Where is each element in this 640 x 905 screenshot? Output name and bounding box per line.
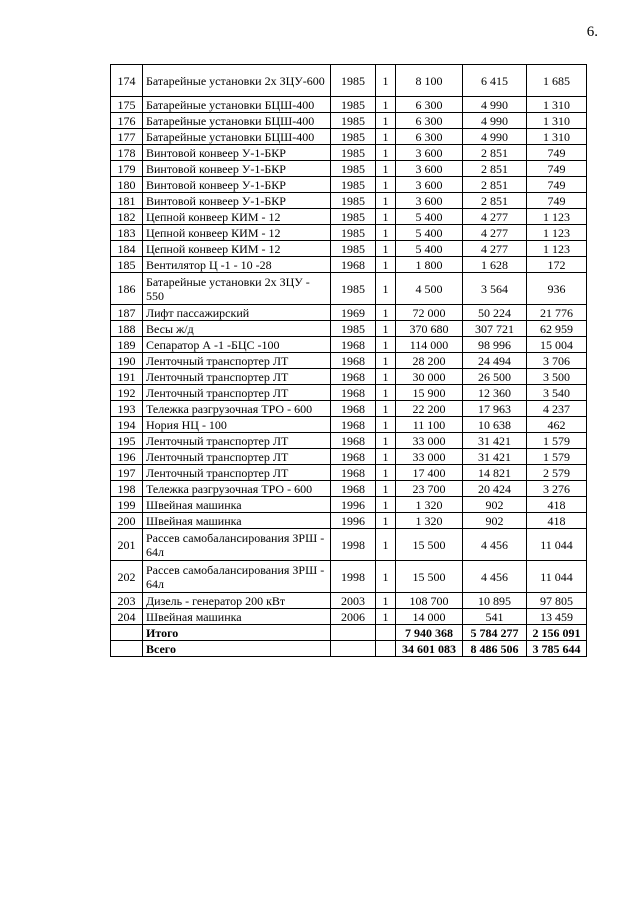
table-row bbox=[111, 161, 587, 177]
quantity-cell: 1 bbox=[376, 433, 396, 449]
quantity-cell: 1 bbox=[376, 241, 396, 257]
residual-value-cell: 62 959 bbox=[527, 321, 587, 337]
year-cell: 1985 bbox=[331, 321, 376, 337]
residual-value-cell: 3 276 bbox=[527, 481, 587, 497]
item-name: Винтовой конвеер У-1-БКР bbox=[143, 145, 331, 161]
residual-value-cell: 418 bbox=[527, 513, 587, 529]
depreciation-cell: 26 500 bbox=[463, 369, 527, 385]
initial-cost-cell: 7 940 368 bbox=[396, 625, 463, 641]
year-cell: 2003 bbox=[331, 593, 376, 609]
item-name: Батарейные установки БЦШ-400 bbox=[143, 97, 331, 113]
initial-cost-cell: 1 320 bbox=[396, 497, 463, 513]
year-cell: 1968 bbox=[331, 401, 376, 417]
quantity-cell: 1 bbox=[376, 321, 396, 337]
depreciation-cell: 31 421 bbox=[463, 449, 527, 465]
item-name: Ленточный транспортер ЛТ bbox=[143, 465, 331, 481]
quantity-cell: 1 bbox=[376, 465, 396, 481]
residual-value-cell: 1 123 bbox=[527, 241, 587, 257]
quantity-cell bbox=[376, 641, 396, 657]
item-name: Батарейные установки БЦШ-400 bbox=[143, 113, 331, 129]
quantity-cell: 1 bbox=[376, 561, 396, 593]
initial-cost-cell: 8 100 bbox=[396, 65, 463, 97]
depreciation-cell: 541 bbox=[463, 609, 527, 625]
row-number: 192 bbox=[111, 385, 143, 401]
year-cell: 2006 bbox=[331, 609, 376, 625]
depreciation-cell: 4 990 bbox=[463, 113, 527, 129]
depreciation-cell: 12 360 bbox=[463, 385, 527, 401]
table-row bbox=[111, 241, 587, 257]
initial-cost-cell: 72 000 bbox=[396, 305, 463, 321]
table-row bbox=[111, 353, 587, 369]
depreciation-cell: 14 821 bbox=[463, 465, 527, 481]
item-name: Швейная машинка bbox=[143, 609, 331, 625]
year-cell bbox=[331, 641, 376, 657]
table-row bbox=[111, 113, 587, 129]
residual-value-cell: 172 bbox=[527, 257, 587, 273]
initial-cost-cell: 3 600 bbox=[396, 161, 463, 177]
quantity-cell: 1 bbox=[376, 209, 396, 225]
residual-value-cell: 11 044 bbox=[527, 561, 587, 593]
item-name: Тележка разгрузочная ТРО - 600 bbox=[143, 401, 331, 417]
initial-cost-cell: 3 600 bbox=[396, 145, 463, 161]
year-cell: 1968 bbox=[331, 481, 376, 497]
depreciation-cell: 4 990 bbox=[463, 129, 527, 145]
residual-value-cell: 1 685 bbox=[527, 65, 587, 97]
row-number: 202 bbox=[111, 561, 143, 593]
quantity-cell: 1 bbox=[376, 305, 396, 321]
residual-value-cell: 1 310 bbox=[527, 129, 587, 145]
year-cell: 1998 bbox=[331, 529, 376, 561]
depreciation-cell: 4 990 bbox=[463, 97, 527, 113]
year-cell: 1985 bbox=[331, 225, 376, 241]
initial-cost-cell: 30 000 bbox=[396, 369, 463, 385]
quantity-cell: 1 bbox=[376, 609, 396, 625]
year-cell: 1985 bbox=[331, 177, 376, 193]
quantity-cell: 1 bbox=[376, 369, 396, 385]
depreciation-cell: 902 bbox=[463, 497, 527, 513]
table-row bbox=[111, 337, 587, 353]
residual-value-cell: 13 459 bbox=[527, 609, 587, 625]
quantity-cell: 1 bbox=[376, 401, 396, 417]
table-row bbox=[111, 193, 587, 209]
row-number: 188 bbox=[111, 321, 143, 337]
row-number: 182 bbox=[111, 209, 143, 225]
initial-cost-cell: 14 000 bbox=[396, 609, 463, 625]
year-cell: 1985 bbox=[331, 97, 376, 113]
initial-cost-cell: 6 300 bbox=[396, 113, 463, 129]
depreciation-cell: 2 851 bbox=[463, 193, 527, 209]
row-number: 201 bbox=[111, 529, 143, 561]
initial-cost-cell: 33 000 bbox=[396, 449, 463, 465]
table-row bbox=[111, 513, 587, 529]
year-cell: 1968 bbox=[331, 337, 376, 353]
initial-cost-cell: 108 700 bbox=[396, 593, 463, 609]
item-name: Ленточный транспортер ЛТ bbox=[143, 433, 331, 449]
table-row bbox=[111, 209, 587, 225]
depreciation-cell: 10 895 bbox=[463, 593, 527, 609]
initial-cost-cell: 5 400 bbox=[396, 241, 463, 257]
item-name: Винтовой конвеер У-1-БКР bbox=[143, 177, 331, 193]
depreciation-cell: 4 456 bbox=[463, 529, 527, 561]
initial-cost-cell: 28 200 bbox=[396, 353, 463, 369]
total-row bbox=[111, 625, 587, 641]
row-number: 186 bbox=[111, 273, 143, 305]
year-cell: 1985 bbox=[331, 273, 376, 305]
initial-cost-cell: 1 800 bbox=[396, 257, 463, 273]
initial-cost-cell: 23 700 bbox=[396, 481, 463, 497]
depreciation-cell: 2 851 bbox=[463, 145, 527, 161]
row-number: 193 bbox=[111, 401, 143, 417]
depreciation-cell: 4 277 bbox=[463, 225, 527, 241]
quantity-cell: 1 bbox=[376, 97, 396, 113]
depreciation-cell: 4 277 bbox=[463, 209, 527, 225]
table-row bbox=[111, 225, 587, 241]
year-cell: 1985 bbox=[331, 145, 376, 161]
table-row bbox=[111, 609, 587, 625]
item-name: Вентилятор Ц -1 - 10 -28 bbox=[143, 257, 331, 273]
year-cell bbox=[331, 625, 376, 641]
residual-value-cell: 749 bbox=[527, 177, 587, 193]
initial-cost-cell: 1 320 bbox=[396, 513, 463, 529]
table-row bbox=[111, 177, 587, 193]
initial-cost-cell: 5 400 bbox=[396, 209, 463, 225]
initial-cost-cell: 3 600 bbox=[396, 177, 463, 193]
residual-value-cell: 1 310 bbox=[527, 113, 587, 129]
page-number: 6. bbox=[586, 24, 598, 40]
residual-value-cell: 97 805 bbox=[527, 593, 587, 609]
residual-value-cell: 11 044 bbox=[527, 529, 587, 561]
depreciation-cell: 98 996 bbox=[463, 337, 527, 353]
item-name: Швейная машинка bbox=[143, 497, 331, 513]
row-number: 184 bbox=[111, 241, 143, 257]
table-row bbox=[111, 65, 587, 97]
table-row bbox=[111, 529, 587, 561]
table-row bbox=[111, 257, 587, 273]
table-row bbox=[111, 497, 587, 513]
residual-value-cell: 749 bbox=[527, 145, 587, 161]
item-name: Тележка разгрузочная ТРО - 600 bbox=[143, 481, 331, 497]
quantity-cell: 1 bbox=[376, 337, 396, 353]
initial-cost-cell: 6 300 bbox=[396, 97, 463, 113]
year-cell: 1969 bbox=[331, 305, 376, 321]
table-row bbox=[111, 385, 587, 401]
depreciation-cell: 3 564 bbox=[463, 273, 527, 305]
row-number: 191 bbox=[111, 369, 143, 385]
depreciation-cell: 20 424 bbox=[463, 481, 527, 497]
quantity-cell: 1 bbox=[376, 225, 396, 241]
depreciation-cell: 1 628 bbox=[463, 257, 527, 273]
row-number bbox=[111, 625, 143, 641]
initial-cost-cell: 15 500 bbox=[396, 561, 463, 593]
year-cell: 1968 bbox=[331, 433, 376, 449]
year-cell: 1985 bbox=[331, 241, 376, 257]
table-row bbox=[111, 449, 587, 465]
row-number: 176 bbox=[111, 113, 143, 129]
table-row bbox=[111, 481, 587, 497]
row-number: 177 bbox=[111, 129, 143, 145]
residual-value-cell: 462 bbox=[527, 417, 587, 433]
year-cell: 1968 bbox=[331, 257, 376, 273]
table-row bbox=[111, 369, 587, 385]
quantity-cell: 1 bbox=[376, 193, 396, 209]
item-name: Нория НЦ - 100 bbox=[143, 417, 331, 433]
depreciation-cell: 2 851 bbox=[463, 177, 527, 193]
table-row bbox=[111, 273, 587, 305]
item-name: Итого bbox=[143, 625, 331, 641]
table-row bbox=[111, 145, 587, 161]
item-name: Швейная машинка bbox=[143, 513, 331, 529]
table-row bbox=[111, 97, 587, 113]
table-row bbox=[111, 129, 587, 145]
year-cell: 1998 bbox=[331, 561, 376, 593]
residual-value-cell: 1 579 bbox=[527, 449, 587, 465]
table-row bbox=[111, 305, 587, 321]
depreciation-cell: 6 415 bbox=[463, 65, 527, 97]
depreciation-cell: 8 486 506 bbox=[463, 641, 527, 657]
depreciation-cell: 50 224 bbox=[463, 305, 527, 321]
quantity-cell bbox=[376, 625, 396, 641]
initial-cost-cell: 5 400 bbox=[396, 225, 463, 241]
depreciation-cell: 24 494 bbox=[463, 353, 527, 369]
row-number: 194 bbox=[111, 417, 143, 433]
initial-cost-cell: 370 680 bbox=[396, 321, 463, 337]
row-number: 174 bbox=[111, 65, 143, 97]
depreciation-cell: 17 963 bbox=[463, 401, 527, 417]
item-name: Сепаратор А -1 -БЦС -100 bbox=[143, 337, 331, 353]
depreciation-cell: 902 bbox=[463, 513, 527, 529]
year-cell: 1985 bbox=[331, 113, 376, 129]
quantity-cell: 1 bbox=[376, 161, 396, 177]
quantity-cell: 1 bbox=[376, 113, 396, 129]
quantity-cell: 1 bbox=[376, 481, 396, 497]
table-row bbox=[111, 321, 587, 337]
quantity-cell: 1 bbox=[376, 177, 396, 193]
quantity-cell: 1 bbox=[376, 449, 396, 465]
residual-value-cell: 3 706 bbox=[527, 353, 587, 369]
row-number: 204 bbox=[111, 609, 143, 625]
row-number: 196 bbox=[111, 449, 143, 465]
item-name: Всего bbox=[143, 641, 331, 657]
item-name: Цепной конвеер КИМ - 12 bbox=[143, 225, 331, 241]
row-number: 175 bbox=[111, 97, 143, 113]
row-number: 178 bbox=[111, 145, 143, 161]
initial-cost-cell: 17 400 bbox=[396, 465, 463, 481]
initial-cost-cell: 22 200 bbox=[396, 401, 463, 417]
residual-value-cell: 15 004 bbox=[527, 337, 587, 353]
year-cell: 1968 bbox=[331, 385, 376, 401]
residual-value-cell: 4 237 bbox=[527, 401, 587, 417]
row-number: 200 bbox=[111, 513, 143, 529]
row-number: 195 bbox=[111, 433, 143, 449]
residual-value-cell: 2 156 091 bbox=[527, 625, 587, 641]
year-cell: 1968 bbox=[331, 417, 376, 433]
asset-table bbox=[110, 64, 587, 657]
item-name: Винтовой конвеер У-1-БКР bbox=[143, 161, 331, 177]
row-number: 189 bbox=[111, 337, 143, 353]
table-row bbox=[111, 465, 587, 481]
item-name: Винтовой конвеер У-1-БКР bbox=[143, 193, 331, 209]
residual-value-cell: 749 bbox=[527, 193, 587, 209]
quantity-cell: 1 bbox=[376, 353, 396, 369]
quantity-cell: 1 bbox=[376, 65, 396, 97]
row-number: 197 bbox=[111, 465, 143, 481]
table-row bbox=[111, 593, 587, 609]
residual-value-cell: 1 123 bbox=[527, 225, 587, 241]
residual-value-cell: 1 310 bbox=[527, 97, 587, 113]
item-name: Ленточный транспортер ЛТ bbox=[143, 353, 331, 369]
initial-cost-cell: 15 900 bbox=[396, 385, 463, 401]
residual-value-cell: 2 579 bbox=[527, 465, 587, 481]
item-name: Рассев самобалансирования ЗРШ - 64л bbox=[143, 561, 331, 593]
row-number: 185 bbox=[111, 257, 143, 273]
year-cell: 1985 bbox=[331, 129, 376, 145]
item-name: Батарейные установки 2х ЗЦУ-600 bbox=[143, 65, 331, 97]
row-number: 183 bbox=[111, 225, 143, 241]
quantity-cell: 1 bbox=[376, 513, 396, 529]
item-name: Батарейные установки БЦШ-400 bbox=[143, 129, 331, 145]
table-row bbox=[111, 417, 587, 433]
residual-value-cell: 936 bbox=[527, 273, 587, 305]
quantity-cell: 1 bbox=[376, 593, 396, 609]
item-name: Рассев самобалансирования ЗРШ - 64л bbox=[143, 529, 331, 561]
initial-cost-cell: 114 000 bbox=[396, 337, 463, 353]
initial-cost-cell: 4 500 bbox=[396, 273, 463, 305]
row-number: 198 bbox=[111, 481, 143, 497]
quantity-cell: 1 bbox=[376, 385, 396, 401]
quantity-cell: 1 bbox=[376, 417, 396, 433]
item-name: Дизель - генератор 200 кВт bbox=[143, 593, 331, 609]
residual-value-cell: 3 785 644 bbox=[527, 641, 587, 657]
residual-value-cell: 749 bbox=[527, 161, 587, 177]
item-name: Ленточный транспортер ЛТ bbox=[143, 449, 331, 465]
row-number: 199 bbox=[111, 497, 143, 513]
table-row bbox=[111, 433, 587, 449]
item-name: Цепной конвеер КИМ - 12 bbox=[143, 241, 331, 257]
quantity-cell: 1 bbox=[376, 497, 396, 513]
depreciation-cell: 4 456 bbox=[463, 561, 527, 593]
item-name: Лифт пассажирский bbox=[143, 305, 331, 321]
initial-cost-cell: 11 100 bbox=[396, 417, 463, 433]
residual-value-cell: 1 123 bbox=[527, 209, 587, 225]
quantity-cell: 1 bbox=[376, 145, 396, 161]
row-number: 180 bbox=[111, 177, 143, 193]
residual-value-cell: 1 579 bbox=[527, 433, 587, 449]
residual-value-cell: 418 bbox=[527, 497, 587, 513]
year-cell: 1968 bbox=[331, 369, 376, 385]
quantity-cell: 1 bbox=[376, 257, 396, 273]
item-name: Весы ж/д bbox=[143, 321, 331, 337]
year-cell: 1985 bbox=[331, 193, 376, 209]
row-number: 203 bbox=[111, 593, 143, 609]
item-name: Цепной конвеер КИМ - 12 bbox=[143, 209, 331, 225]
year-cell: 1985 bbox=[331, 209, 376, 225]
residual-value-cell: 21 776 bbox=[527, 305, 587, 321]
year-cell: 1985 bbox=[331, 65, 376, 97]
row-number: 190 bbox=[111, 353, 143, 369]
year-cell: 1968 bbox=[331, 449, 376, 465]
residual-value-cell: 3 500 bbox=[527, 369, 587, 385]
initial-cost-cell: 15 500 bbox=[396, 529, 463, 561]
year-cell: 1968 bbox=[331, 353, 376, 369]
row-number: 181 bbox=[111, 193, 143, 209]
table-row bbox=[111, 561, 587, 593]
table-row bbox=[111, 401, 587, 417]
row-number bbox=[111, 641, 143, 657]
year-cell: 1985 bbox=[331, 161, 376, 177]
depreciation-cell: 10 638 bbox=[463, 417, 527, 433]
year-cell: 1996 bbox=[331, 497, 376, 513]
total-row bbox=[111, 641, 587, 657]
year-cell: 1968 bbox=[331, 465, 376, 481]
depreciation-cell: 4 277 bbox=[463, 241, 527, 257]
year-cell: 1996 bbox=[331, 513, 376, 529]
row-number: 187 bbox=[111, 305, 143, 321]
initial-cost-cell: 33 000 bbox=[396, 433, 463, 449]
quantity-cell: 1 bbox=[376, 273, 396, 305]
initial-cost-cell: 3 600 bbox=[396, 193, 463, 209]
depreciation-cell: 2 851 bbox=[463, 161, 527, 177]
item-name: Ленточный транспортер ЛТ bbox=[143, 369, 331, 385]
quantity-cell: 1 bbox=[376, 529, 396, 561]
initial-cost-cell: 34 601 083 bbox=[396, 641, 463, 657]
item-name: Ленточный транспортер ЛТ bbox=[143, 385, 331, 401]
depreciation-cell: 5 784 277 bbox=[463, 625, 527, 641]
quantity-cell: 1 bbox=[376, 129, 396, 145]
initial-cost-cell: 6 300 bbox=[396, 129, 463, 145]
depreciation-cell: 307 721 bbox=[463, 321, 527, 337]
row-number: 179 bbox=[111, 161, 143, 177]
item-name: Батарейные установки 2х ЗЦУ - 550 bbox=[143, 273, 331, 305]
residual-value-cell: 3 540 bbox=[527, 385, 587, 401]
depreciation-cell: 31 421 bbox=[463, 433, 527, 449]
